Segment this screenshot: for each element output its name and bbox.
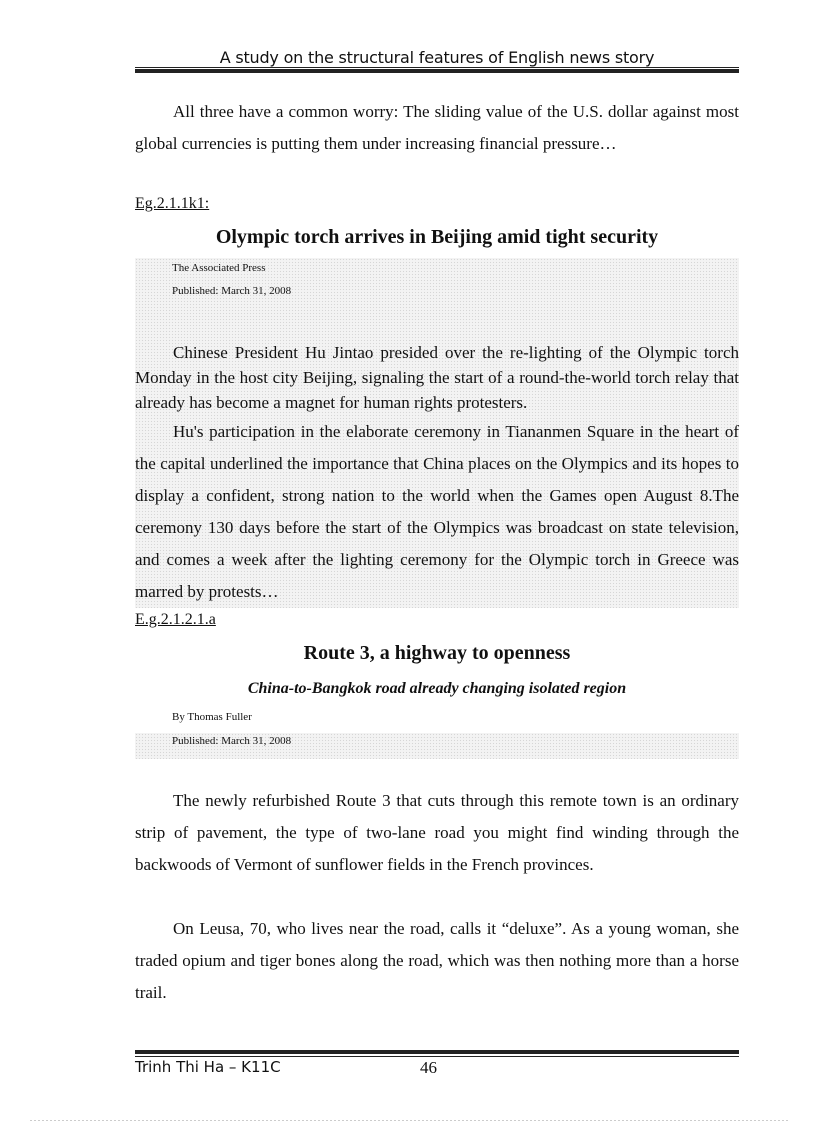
headline-2: Route 3, a highway to openness — [303, 642, 571, 664]
headline-1: Olympic torch arrives in Beijing amid tight security — [215, 226, 659, 248]
published-date-2: Published: March 31, 2008 — [172, 735, 292, 747]
article1-paragraph-2: Hu's participation in the elaborate ceremony in Tiananmen Square in the heart of the capital underlined the importance that China places on the Olympics and its hopes to display a confident, strong nation to the world when the Games open August 8.The ceremony 130 days before the start of the Olympics was broadcast on state television, and comes a week after the lighting ceremony for the Olympic torch in Greece was marred by protests… — [135, 422, 739, 601]
example-label-1: Eg.2.1.1k1: — [135, 195, 210, 212]
example-label-2: E.g.2.1.2.1.a — [135, 611, 216, 628]
header-rule-thin — [135, 67, 739, 68]
article2-paragraph-1: The newly refurbished Route 3 that cuts through this remote town is an ordinary strip of pavement, the type of two-lane road you might find winding through the backwoods of Vermont of sunflower fields in the French provinces. — [135, 791, 739, 874]
page-edge-dots — [30, 1120, 790, 1121]
running-header: A study on the structural features of English news story — [219, 48, 655, 67]
footer-rule-thick — [135, 1050, 739, 1054]
source-line: The Associated Press — [172, 262, 266, 274]
subheadline-2: China-to-Bangkok road already changing isolated region — [247, 680, 627, 697]
byline: By Thomas Fuller — [172, 711, 252, 723]
footer-rule-thin — [135, 1056, 739, 1057]
intro-paragraph: All three have a common worry: The sliding value of the U.S. dollar against most global currencies is putting them under increasing financial pressure… — [135, 102, 739, 153]
published-date-1: Published: March 31, 2008 — [172, 285, 292, 297]
header-rule-thick — [135, 69, 739, 73]
footer-author: Trinh Thi Ha – K11C — [135, 1058, 281, 1076]
article2-paragraph-2: On Leusa, 70, who lives near the road, calls it “deluxe”. As a young woman, she traded opium and tiger bones along the road, which was then nothing more than a horse trail. — [135, 919, 739, 1002]
article1-paragraph-1: Chinese President Hu Jintao presided over the re-lighting of the Olympic torch Monday in the host city Beijing, signaling the start of a round-the-world torch relay that already has become a magnet for human rights protesters. — [135, 343, 739, 412]
page-number: 46 — [420, 1058, 437, 1077]
